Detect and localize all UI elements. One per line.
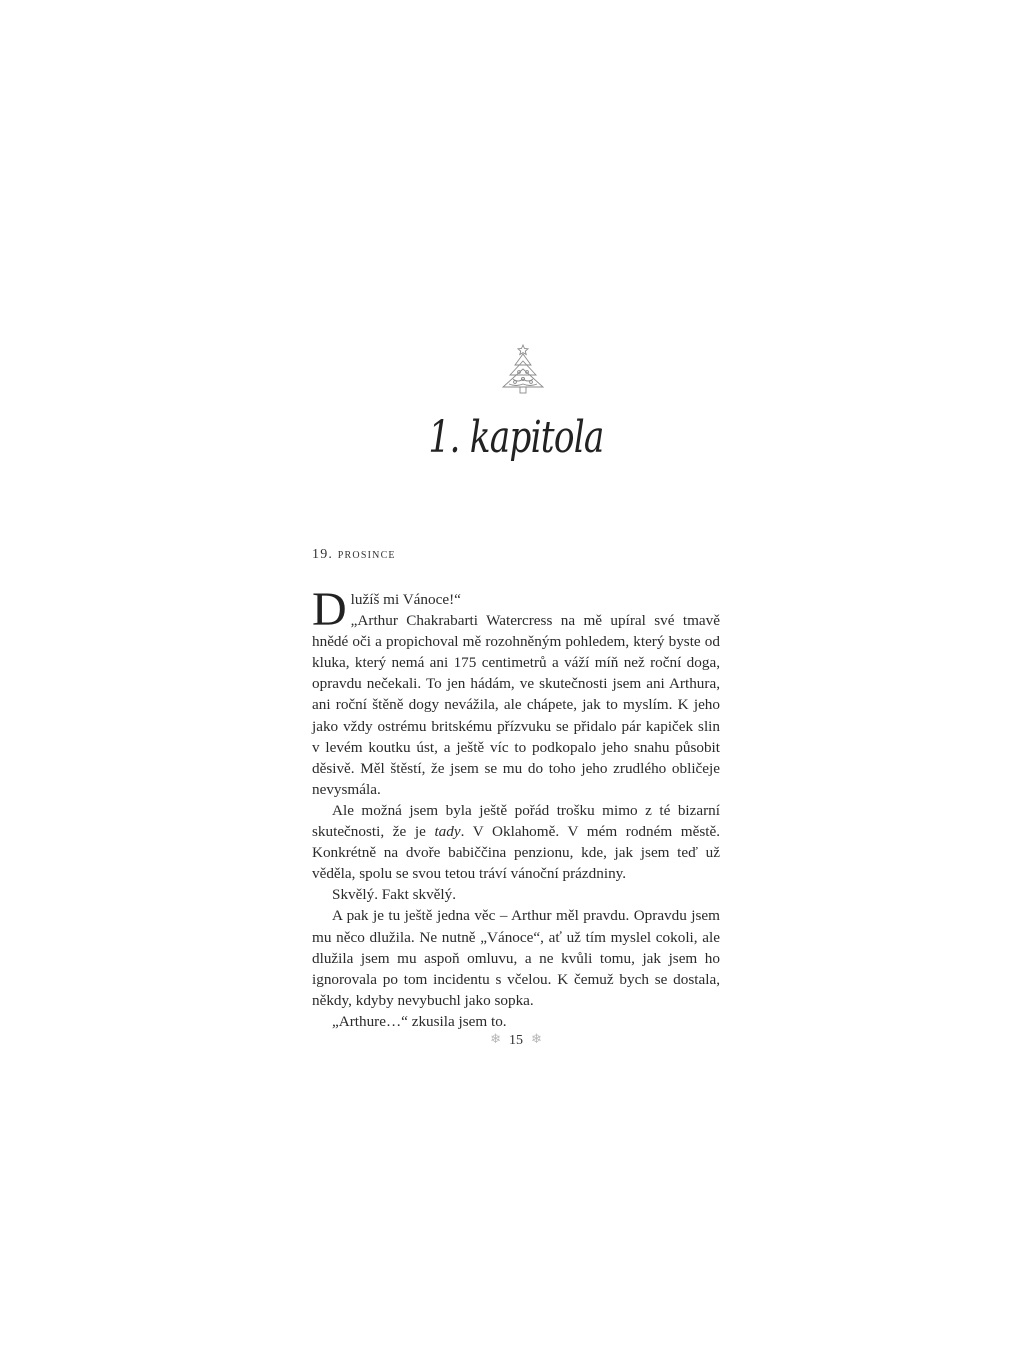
- snowflake-icon: ❄: [531, 1031, 542, 1046]
- christmas-tree-icon: [493, 343, 553, 397]
- drop-cap: D: [312, 583, 347, 636]
- chapter-title: 1. kapitola: [428, 412, 604, 463]
- paragraph: Skvělý. Fakt skvělý.: [332, 886, 457, 904]
- paragraph: „Arthure…“ zkusila jsem to.: [332, 1012, 507, 1030]
- paragraph-text: . V Oklahomě. V mém rodném městě. Konkrétně na dvoře babiččina penzionu, kde, jak jsem teď už věděla, spolu se svou tetou tráví vánoční prázdniny.: [312, 823, 720, 883]
- opening-line: lužíš mi Vánoce!“: [350, 591, 461, 608]
- emphasis-text: tady: [434, 823, 461, 841]
- paragraph: A pak je tu ještě jedna věc – Arthur měl pravdu. Opravdu jsem mu něco dlužila. Ne nutně „Vánoce“, ať už tím myslel cokoli, ale dlužila jsem mu aspoň omluvu, a ne kvůli tomu, jak jsem ho ignorovala po tom incidentu s včelou. K čemuž bych se dostala, někdy, kdyby nevybuchl jako sopka.: [312, 907, 720, 1009]
- chapter-date: 19. prosince: [312, 547, 396, 562]
- paragraph: [312, 800, 720, 884]
- page-footer: [312, 1031, 720, 1049]
- page-number: 15: [509, 1033, 523, 1048]
- paragraph-text: Arthur Chakrabarti Watercress na mě upíral své tmavě hnědé oči a propichoval mě rozohněným pohledem, který byste od kluka, který nemá ani 175 centimetrů a váží míň než roční doga, opravdu nečekali. To jen hádám, ve skutečnosti jsem ani Arthura, ani roční štěně dogy nevážila, ale chápete, jak to myslím. K jeho jako vždy ostrému britskému přízvuku se přidalo pár kapiček slin v levém koutku úst, a ještě víc to podkopalo jeho snahu působit děsivě. Měl štěstí, že jsem se mu do toho jeho zrudlého obličeje nevysmála.: [312, 612, 720, 798]
- chapter-body: [312, 583, 720, 1032]
- open-quote: „: [350, 612, 358, 630]
- snowflake-icon: ❄: [490, 1031, 501, 1046]
- paragraph-text: Ale možná jsem byla ještě pořád trošku mimo z té bizarní skutečnosti, že je: [312, 801, 720, 841]
- paragraph-opening: [312, 583, 720, 800]
